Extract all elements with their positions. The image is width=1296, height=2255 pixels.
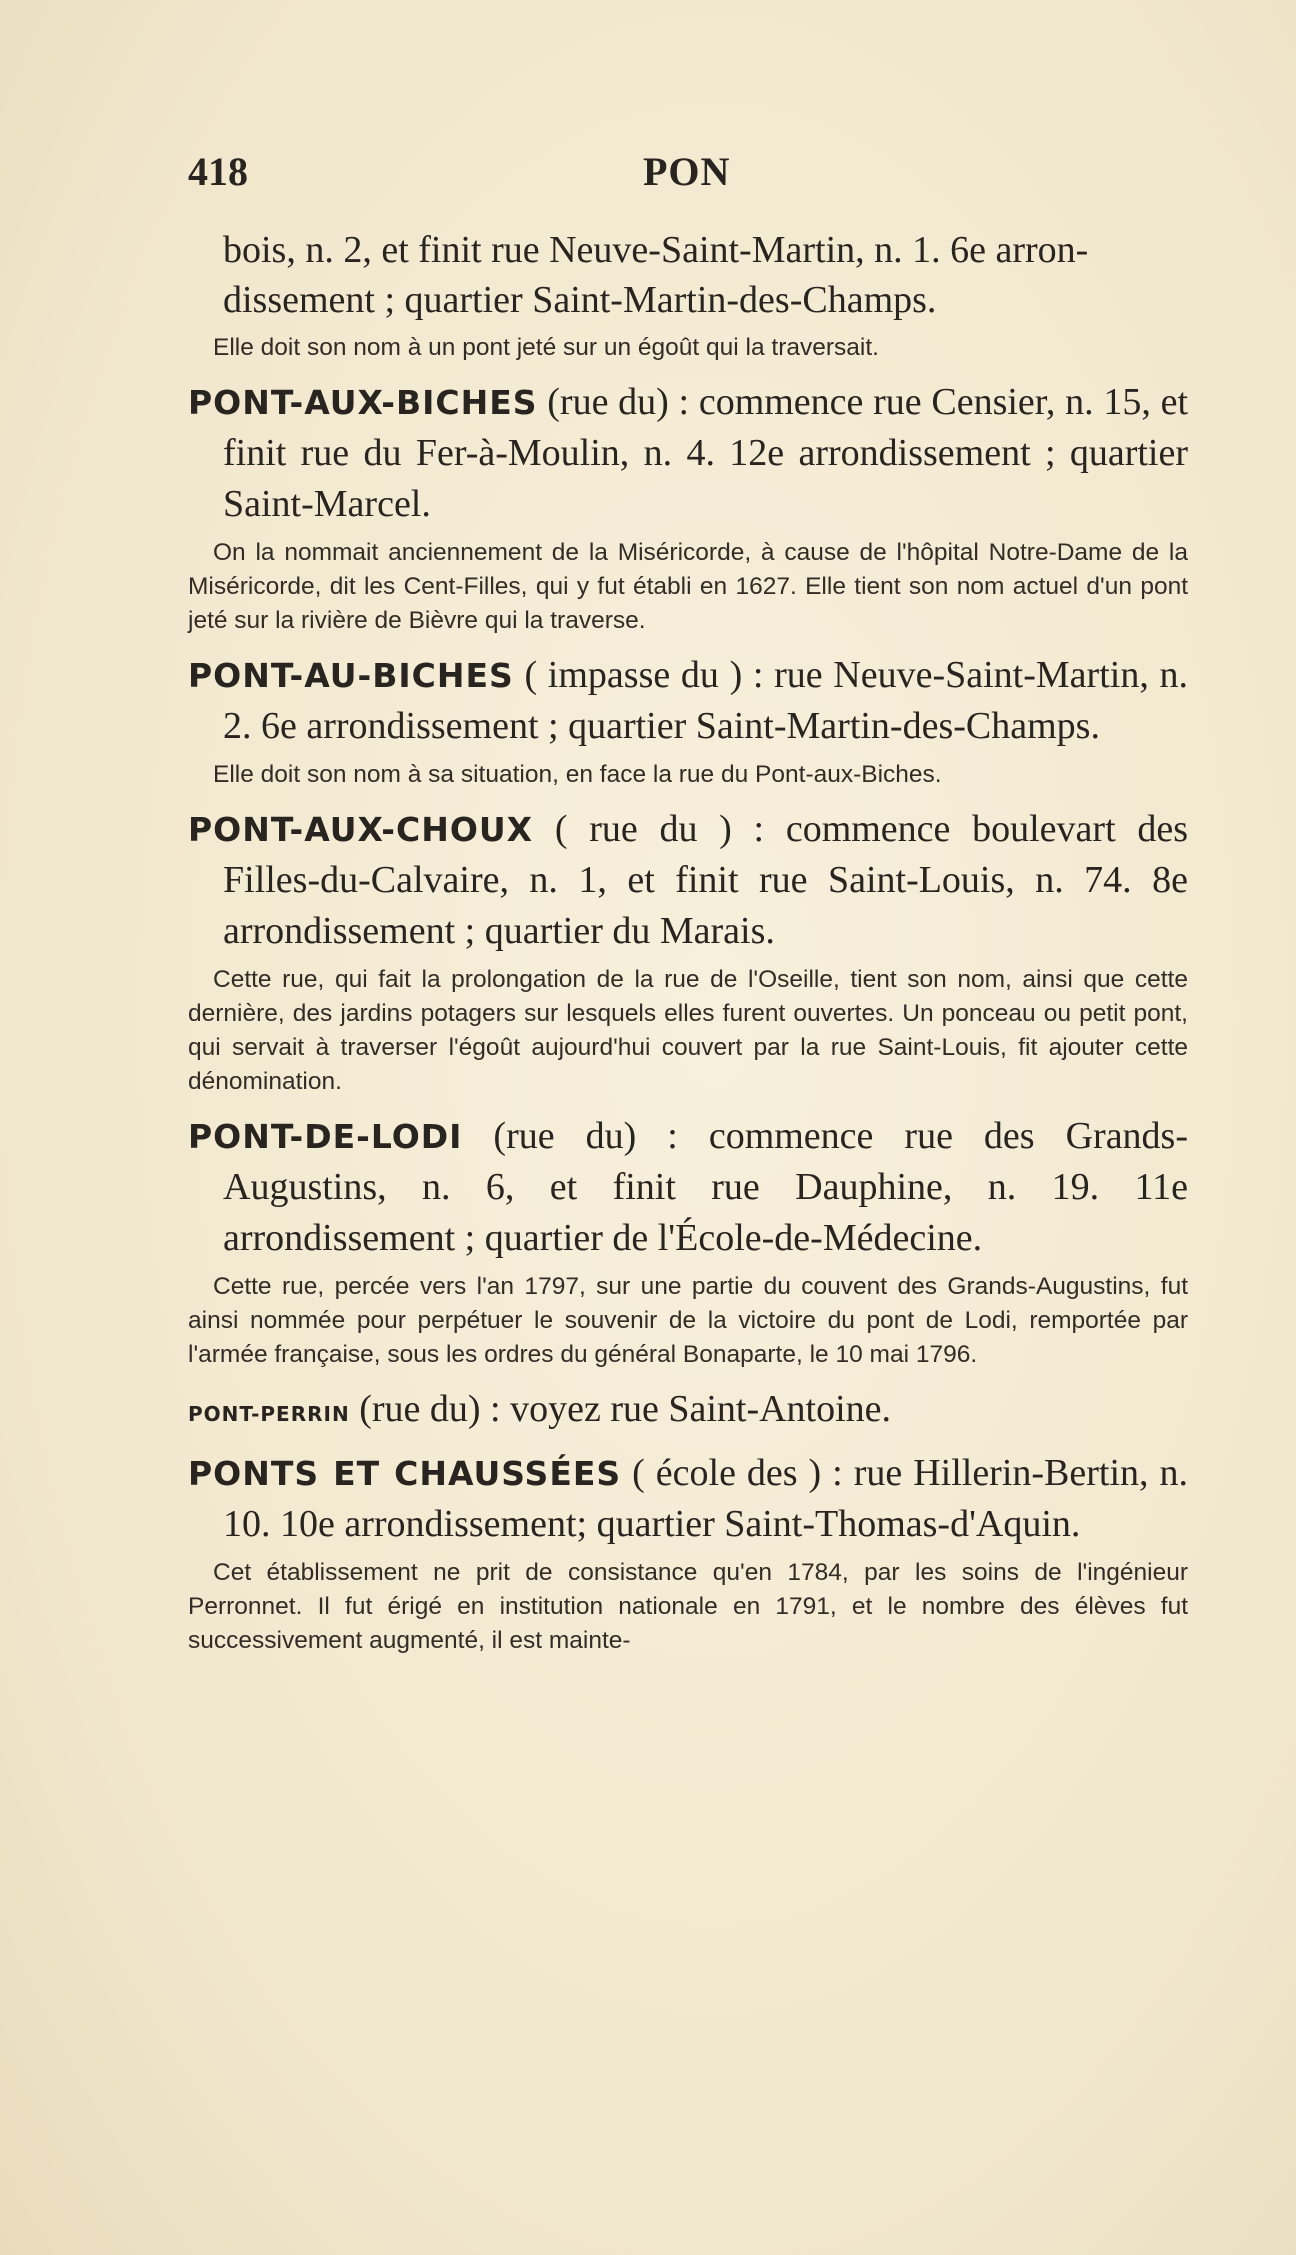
entry-text [188, 1384, 1188, 1440]
street-entry [188, 1384, 1188, 1440]
street-entry [188, 377, 1188, 638]
entry-headword: PONTS ET CHAUSSÉES [188, 1454, 622, 1493]
entry-description: (rue du) : commence rue des Grands-Augustins, n. 6, et finit rue Dauphine, n. 19. 11e arrondissement ; quartier de l'École-de-Médecine. [223, 1115, 1188, 1259]
entry-headword: PONT-AU-BICHES [188, 656, 514, 695]
continuation-line: bois, n. 2, et finit rue Neuve-Saint-Martin, n. 1. 6e arron- [223, 229, 1089, 271]
entry-description: (rue du) : commence rue Censier, n. 15, et finit rue du Fer-à-Moulin, n. 4. 12e arrondissement ; quartier Saint-Marcel. [223, 381, 1188, 525]
street-entry [188, 1111, 1188, 1372]
continuation-line: dissement ; quartier Saint-Martin-des-Champs. [223, 279, 937, 321]
entry-note: On la nommait anciennement de la Miséricorde, à cause de l'hôpital Notre-Dame de la Miséricorde, dit les Cent-Filles, qui y fut établi en 1627. Elle tient son nom actuel d'un pont jeté sur la rivière de Bièvre qui la traverse. [188, 539, 1188, 634]
running-head: PON [643, 149, 731, 194]
entry-note: Cette rue, qui fait la prolongation de la rue de l'Oseille, tient son nom, ainsi que cette dernière, des jardins potagers sur lesquels elles furent ouvertes. Un ponceau ou petit pont, qui servait à traverser l'égoût aujourd'hui couvert par la rue Saint-Louis, fit ajouter cette dénomination. [188, 966, 1188, 1095]
entry-headword: PONT-AUX-BICHES [188, 383, 538, 422]
entry-text [188, 650, 1188, 752]
entry-description: ( impasse du ) : rue Neuve-Saint-Martin, n. 2. 6e arrondissement ; quartier Saint-Martin-des-Champs. [223, 654, 1188, 747]
entry-description: (rue du) : voyez rue Saint-Antoine. [349, 1388, 892, 1430]
entry-note: Elle doit son nom à un pont jeté sur un égoût qui la traversait. [213, 334, 879, 361]
entry-headword: PONT-AUX-CHOUX [188, 810, 534, 849]
entry-note: Cet établissement ne prit de consistance qu'en 1784, par les soins de l'ingénieur Perronnet. Il fut érigé en institution nationale en 1791, et le nombre des élèves fut successivement augmenté, il est mainte- [188, 1559, 1188, 1654]
continuation-block [188, 225, 1188, 365]
entry-description: ( rue du ) : commence boulevart des Filles-du-Calvaire, n. 1, et finit rue Saint-Louis, n. 74. 8e arrondissement ; quartier du Marais. [223, 808, 1188, 952]
entry-text [188, 1448, 1188, 1550]
street-entry [188, 804, 1188, 1099]
street-entry [188, 1448, 1188, 1658]
entry-headword: PONT-DE-LODI [188, 1117, 463, 1156]
street-entry [188, 650, 1188, 792]
page-number: 418 [188, 149, 248, 194]
entry-note: Cette rue, percée vers l'an 1797, sur une partie du couvent des Grands-Augustins, fut ainsi nommée pour perpétuer le souvenir de la victoire du pont de Lodi, remportée par l'armée française, sous les ordres du général Bonaparte, le 10 mai 1796. [188, 1273, 1188, 1368]
entry-text [188, 1111, 1188, 1264]
page-content [188, 225, 1188, 1670]
entry-headword: PONT-PERRIN [188, 1402, 350, 1426]
entry-note: Elle doit son nom à sa situation, en face la rue du Pont-aux-Biches. [213, 761, 942, 788]
page-header [188, 148, 748, 198]
entry-description: ( école des ) : rue Hillerin-Bertin, n. 10. 10e arrondissement; quartier Saint-Thomas-d'Aquin. [223, 1452, 1189, 1545]
entry-text [188, 804, 1188, 957]
entry-text [188, 377, 1188, 530]
